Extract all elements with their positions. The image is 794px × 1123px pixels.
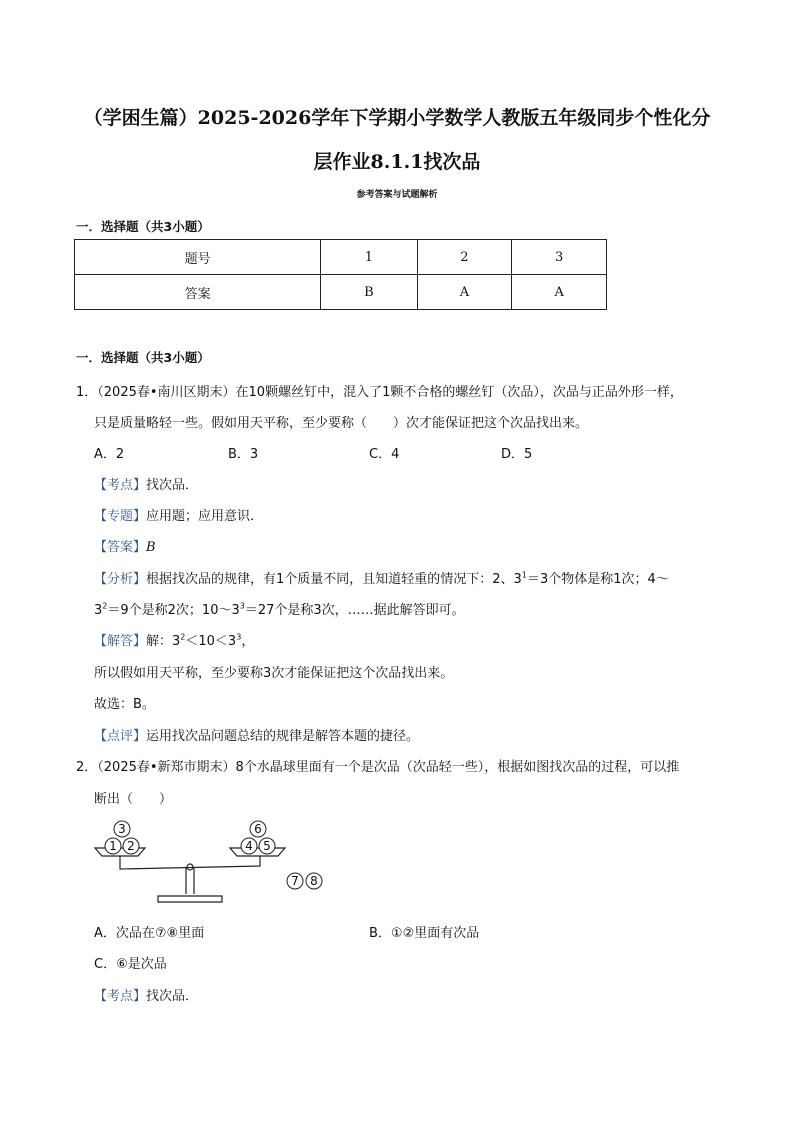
q2-kaodian xyxy=(94,985,198,1004)
doc-title-line1: （学困生篇）2025-2026学年下学期小学数学人教版五年级同步个性化分 xyxy=(83,107,711,129)
beam xyxy=(120,856,260,869)
exponent: 2 xyxy=(102,601,108,611)
q1-option-a: A．2 xyxy=(94,447,125,462)
q1-jieda-line3: 故选：B。 xyxy=(94,697,155,712)
exponent: 1 xyxy=(521,570,527,580)
ball-label: 8 xyxy=(310,874,318,888)
table-row xyxy=(75,275,607,310)
ball-label: 6 xyxy=(254,822,262,836)
jieda-text: ， xyxy=(241,634,255,649)
q1-kaodian xyxy=(94,474,198,493)
q2-line1 xyxy=(76,756,679,775)
q1-line2: 只是质量略轻一些。假如用天平称，至少要称（ ）次才能保证把这个次品找出来。 xyxy=(94,416,589,431)
q1-fenxi-line2 xyxy=(94,599,465,618)
q2-option-a: A．次品在⑦⑧里面 xyxy=(94,926,205,941)
q1-option-b: B．3 xyxy=(228,447,259,462)
section-heading-questions: 一．选择题（共3小题） xyxy=(76,350,210,365)
q1-option-c: C．4 xyxy=(369,447,400,462)
post xyxy=(186,868,194,894)
kaodian-text: 找次品． xyxy=(146,478,199,493)
ball-label: 3 xyxy=(118,822,126,836)
zhuanti-text: 应用题；应用意识． xyxy=(146,509,264,524)
q1-jieda xyxy=(94,630,254,649)
fenxi-text: ＝27个是称3次，……据此解答即可。 xyxy=(244,603,465,618)
kaodian-tag: 【考点】 xyxy=(94,989,147,1004)
dianping-tag: 【点评】 xyxy=(94,729,147,744)
exponent: 2 xyxy=(180,632,186,642)
q1-daan xyxy=(94,536,156,555)
fenxi-tag: 【分析】 xyxy=(94,572,147,587)
table-cell: A xyxy=(512,275,607,310)
ball-label: 5 xyxy=(263,839,271,853)
doc-subtitle: 参考答案与试题解析 xyxy=(356,190,438,200)
q2-option-b: B．①②里面有次品 xyxy=(369,926,480,941)
section-heading-answers: 一．选择题（共3小题） xyxy=(76,219,210,234)
answer-table xyxy=(74,239,607,310)
ball-label: 4 xyxy=(245,839,253,853)
dianping-text: 运用找次品问题总结的规律是解答本题的捷径。 xyxy=(146,729,420,744)
kaodian-text: 找次品． xyxy=(146,989,199,1004)
right-pan xyxy=(230,848,285,856)
kaodian-tag: 【考点】 xyxy=(94,478,147,493)
question-number: 2． xyxy=(76,760,98,775)
q2-line2: 断出（ ） xyxy=(94,792,173,807)
q1-fenxi-line1 xyxy=(94,568,669,587)
balance-scale-figure xyxy=(90,816,340,908)
q1-jieda-line2: 所以假如用天平称，至少要称3次才能保证把这个次品找出来。 xyxy=(94,666,454,681)
base xyxy=(158,896,222,902)
table-row-label: 题号 xyxy=(75,240,321,275)
table-cell: B xyxy=(321,275,417,310)
exponent: 3 xyxy=(236,632,242,642)
exponent: 3 xyxy=(239,601,245,611)
q1-zhuanti xyxy=(94,505,263,524)
q2-option-c: C．⑥是次品 xyxy=(94,957,167,972)
fenxi-text: ＝3个物体是称1次；4～ xyxy=(526,572,669,587)
table-row-label: 答案 xyxy=(75,275,321,310)
table-cell: 3 xyxy=(512,240,607,275)
jieda-text: ＜10＜3 xyxy=(185,634,237,649)
daan-text: B xyxy=(146,540,156,555)
fenxi-text: 根据找次品的规律，有1个质量不同，且知道轻重的情况下：2、3 xyxy=(146,572,522,587)
zhuanti-tag: 【专题】 xyxy=(94,509,147,524)
q1-option-d: D．5 xyxy=(501,447,533,462)
jieda-text: 解：3 xyxy=(146,634,181,649)
ball-label: 7 xyxy=(291,874,299,888)
ball-label: 1 xyxy=(109,839,117,853)
question-number: 1． xyxy=(76,385,98,400)
q1-line1 xyxy=(76,381,683,400)
jieda-tag: 【解答】 xyxy=(94,634,147,649)
q1-text: （2025春•南川区期末）在10颗螺丝钉中，混入了1颗不合格的螺丝钉（次品），次品与正品外形一样， xyxy=(97,385,683,400)
q2-text: （2025春•新郑市期末）8个水晶球里面有一个是次品（次品轻一些），根据如图找次品的过程，可以推 xyxy=(97,760,680,775)
fenxi-text: 3 xyxy=(94,603,103,618)
table-cell: A xyxy=(417,275,512,310)
ball-label: 2 xyxy=(127,839,135,853)
table-cell: 1 xyxy=(321,240,417,275)
table-row xyxy=(75,240,607,275)
daan-tag: 【答案】 xyxy=(94,540,147,555)
q1-dianping xyxy=(94,725,419,744)
fenxi-text: ＝9个是称2次；10～3 xyxy=(107,603,240,618)
table-cell: 2 xyxy=(417,240,512,275)
doc-title-line2: 层作业8.1.1找次品 xyxy=(313,151,481,173)
